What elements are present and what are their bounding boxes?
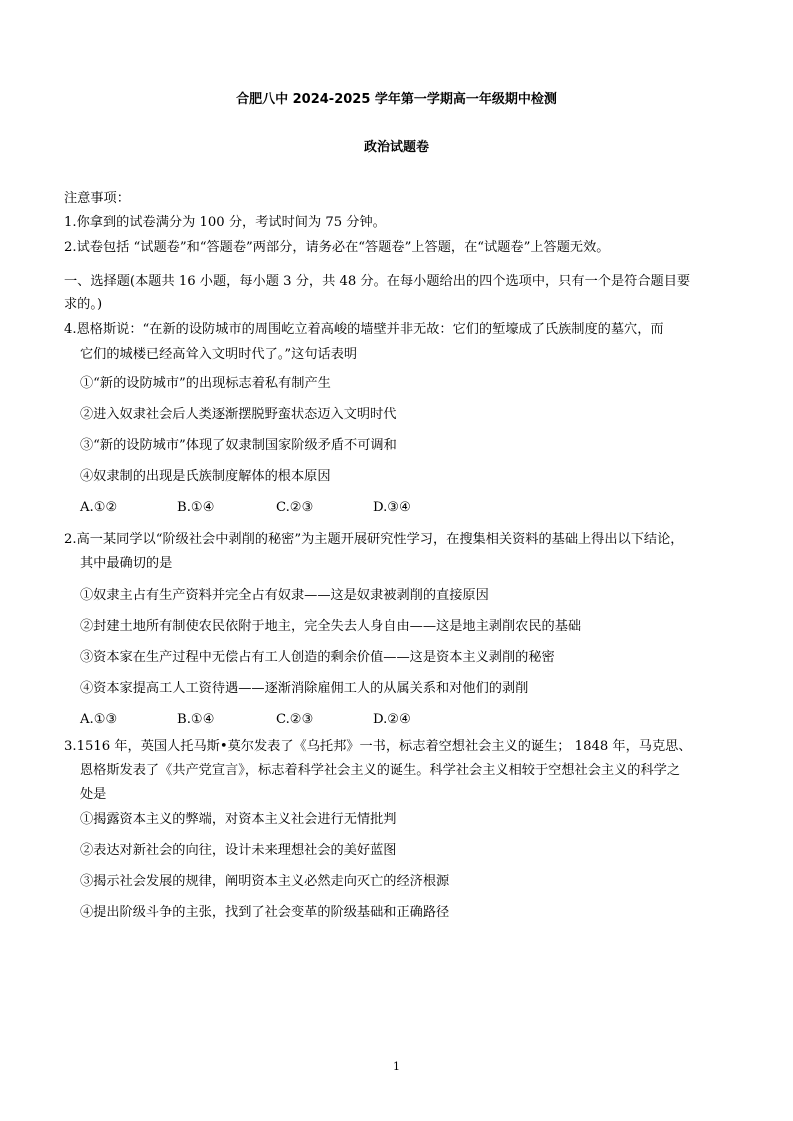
note-item: 1.你拿到的试卷满分为 100 分，考试时间为 75 分钟。 — [64, 215, 386, 230]
exam-title: 合肥八中 2024-2025 学年第一学期高一年级期中检测 — [236, 92, 557, 107]
note-item: 2.试卷包括 “试题卷”和“答题卷”两部分，请务必在“答题卷”上答题，在“试题卷”上答题无效。 — [64, 240, 610, 255]
statement: ②进入奴隶社会后人类逐渐摆脱野蛮状态迈入文明时代 — [80, 407, 397, 422]
statement: ④资本家提高工人工资待遇——逐渐消除雇佣工人的从属关系和对他们的剥削 — [80, 681, 529, 696]
question-stem: 它们的城楼已经高耸入文明时代了。”这句话表明 — [80, 347, 358, 362]
statement: ①“新的设防城市”的出现标志着私有制产生 — [80, 376, 331, 391]
statement: ③“新的设防城市”体现了奴隶制国家阶级矛盾不可调和 — [80, 438, 397, 453]
statement: ④提出阶级斗争的主张，找到了社会变革的阶级基础和正确路径 — [80, 905, 450, 920]
statement: ①奴隶主占有生产资料并完全占有奴隶——这是奴隶被剥削的直接原因 — [80, 588, 489, 603]
notes-heading: 注意事项： — [64, 191, 130, 206]
answer-option-c: C.②③ — [276, 500, 314, 515]
question-stem: 2.高一某同学以“阶级社会中剥削的秘密”为主题开展研究性学习，在搜集相关资料的基础上得出以下结论， — [64, 532, 684, 547]
answer-option-a: A.①③ — [80, 712, 118, 727]
question-stem: 4.恩格斯说：“在新的设防城市的周围屹立着高峻的墙壁并非无故：它们的堑壕成了氏族制度的墓穴，而 — [64, 322, 664, 337]
answer-option-d: D.③④ — [373, 500, 411, 515]
exam-subtitle: 政治试题卷 — [363, 140, 429, 155]
question-stem: 处是 — [80, 787, 107, 802]
section-heading-cont: 求的。) — [64, 297, 103, 312]
statement: ②封建土地所有制使农民依附于地主，完全失去人身自由——这是地主剥削农民的基础 — [80, 619, 582, 634]
page-number: 1 — [393, 1060, 400, 1073]
statement: ③资本家在生产过程中无偿占有工人创造的剩余价值——这是资本主义剥削的秘密 — [80, 650, 555, 665]
answer-option-c: C.②③ — [276, 712, 314, 727]
answer-option-b: B.①④ — [177, 712, 215, 727]
statement: ④奴隶制的出现是氏族制度解体的根本原因 — [80, 469, 331, 484]
question-stem: 恩格斯发表了《共产党宣言》，标志着科学社会主义的诞生。科学社会主义相较于空想社会主义的科学之 — [80, 763, 681, 778]
question-stem: 3.1516 年，英国人托马斯•莫尔发表了《乌托邦》一书，标志着空想社会主义的诞生； 1848 年，马克思、 — [64, 739, 692, 754]
answer-option-b: B.①④ — [177, 500, 215, 515]
statement: ③揭示社会发展的规律，阐明资本主义必然走向灭亡的经济根源 — [80, 874, 450, 889]
section-heading: 一、选择题(本题共 16 小题，每小题 3 分，共 48 分。在每小题给出的四个选项中，只有一个是符合题目要 — [64, 274, 691, 289]
statement: ①揭露资本主义的弊端，对资本主义社会进行无情批判 — [80, 812, 397, 827]
statement: ②表达对新社会的向往，设计未来理想社会的美好蓝图 — [80, 843, 397, 858]
answer-option-d: D.②④ — [373, 712, 411, 727]
answer-option-a: A.①② — [80, 500, 118, 515]
question-stem: 其中最确切的是 — [80, 556, 173, 571]
